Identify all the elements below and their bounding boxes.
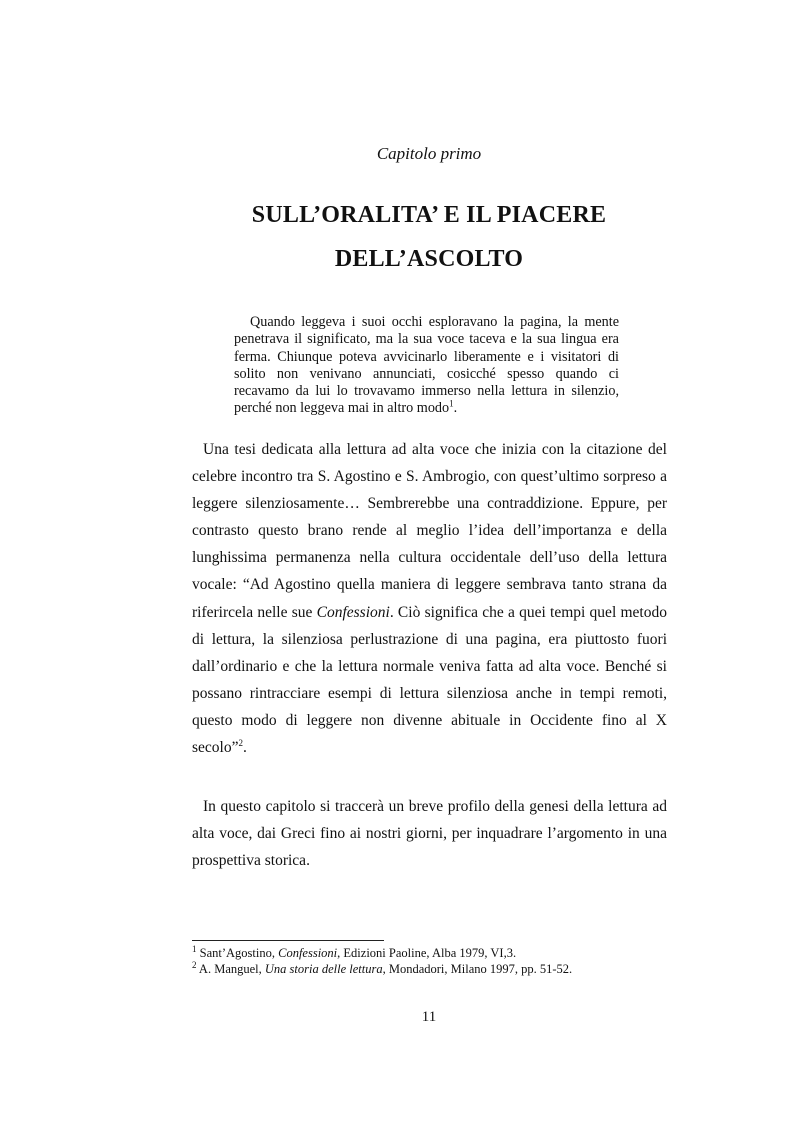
footnote-2 [192,959,672,978]
chapter-title-line-2: DELL’ASCOLTO [334,246,524,272]
footnote-ref-2[interactable]: 2 [238,737,243,748]
paragraph-text: In questo capitolo si traccerà un breve profilo della genesi della lettura ad alta voce, dai Greci fino ai nostri giorni, per inquadrare l’argomento in una prospettiva storica. [192,798,667,870]
epigraph-quote [234,314,619,418]
footnote-1 [192,943,672,962]
page-number: 11 [421,1009,437,1025]
chapter-label: Capitolo primo [376,144,482,163]
paragraph-text: . Ciò significa che a quei tempi quel metodo di lettura, la silenziosa perlustrazione di una pagina, era piuttosto fuori dall’ordinario e che la lettura normale veniva fatta ad alta voce. Benché si possano rintracciare esempi di lettura silenziosa anche in tempi remoti, questo modo di leggere non divenne abituale in Occidente fino al X secolo” [192,603,667,757]
footnote-number: 1 [192,943,197,954]
paragraph-end: . [242,739,247,757]
footnote-title: Una storia delle lettura [264,961,383,976]
book-title-confessioni: Confessioni [316,603,390,621]
footnote-divider [192,940,384,941]
footnote-text: A. Manguel, [196,961,265,976]
body-paragraph-2 [192,793,667,874]
footnotes [192,943,672,977]
chapter-title-line-1: SULL’ORALITA’ E IL PIACERE [251,202,607,228]
footnote-text: Sant’Agostino, [196,946,279,960]
footnote-text: , Edizioni Paoline, Alba 1979, VI,3. [337,946,517,960]
epigraph-text: Quando leggeva i suoi occhi esploravano la pagina, la mente penetrava il significato, ma la sua voce taceva e la sua lingua era ferma. Chiunque poteva avvicinarlo liberamente e i visitatori di solito non venivano annunciati, cosicché spesso quando ci recavamo da lui lo trovavamo immerso nella lettura in silenzio, perché non leggeva mai in altro modo [234,314,619,417]
body-paragraph-1 [192,436,667,761]
footnote-number: 2 [192,959,197,970]
epigraph-end: . [453,400,458,417]
footnote-ref-1[interactable]: 1 [449,398,454,409]
footnote-text: , Mondadori, Milano 1997, pp. 51-52. [382,961,573,976]
footnote-title: Confessioni [278,946,338,960]
paragraph-text: Una tesi dedicata alla lettura ad alta voce che inizia con la citazione del celebre incontro tra S. Agostino e S. Ambrogio, con quest’ultimo sorpreso a leggere silenziosamente… Sembrerebbe una contraddizione. Eppure, per contrasto questo brano rende al meglio l’idea dell’importanza e della lunghissima permanenza nella cultura occidentale dell’uso della lettura vocale: “Ad Agostino quella maniera di leggere sembrava tanto strana da riferircela nelle sue [192,441,667,621]
